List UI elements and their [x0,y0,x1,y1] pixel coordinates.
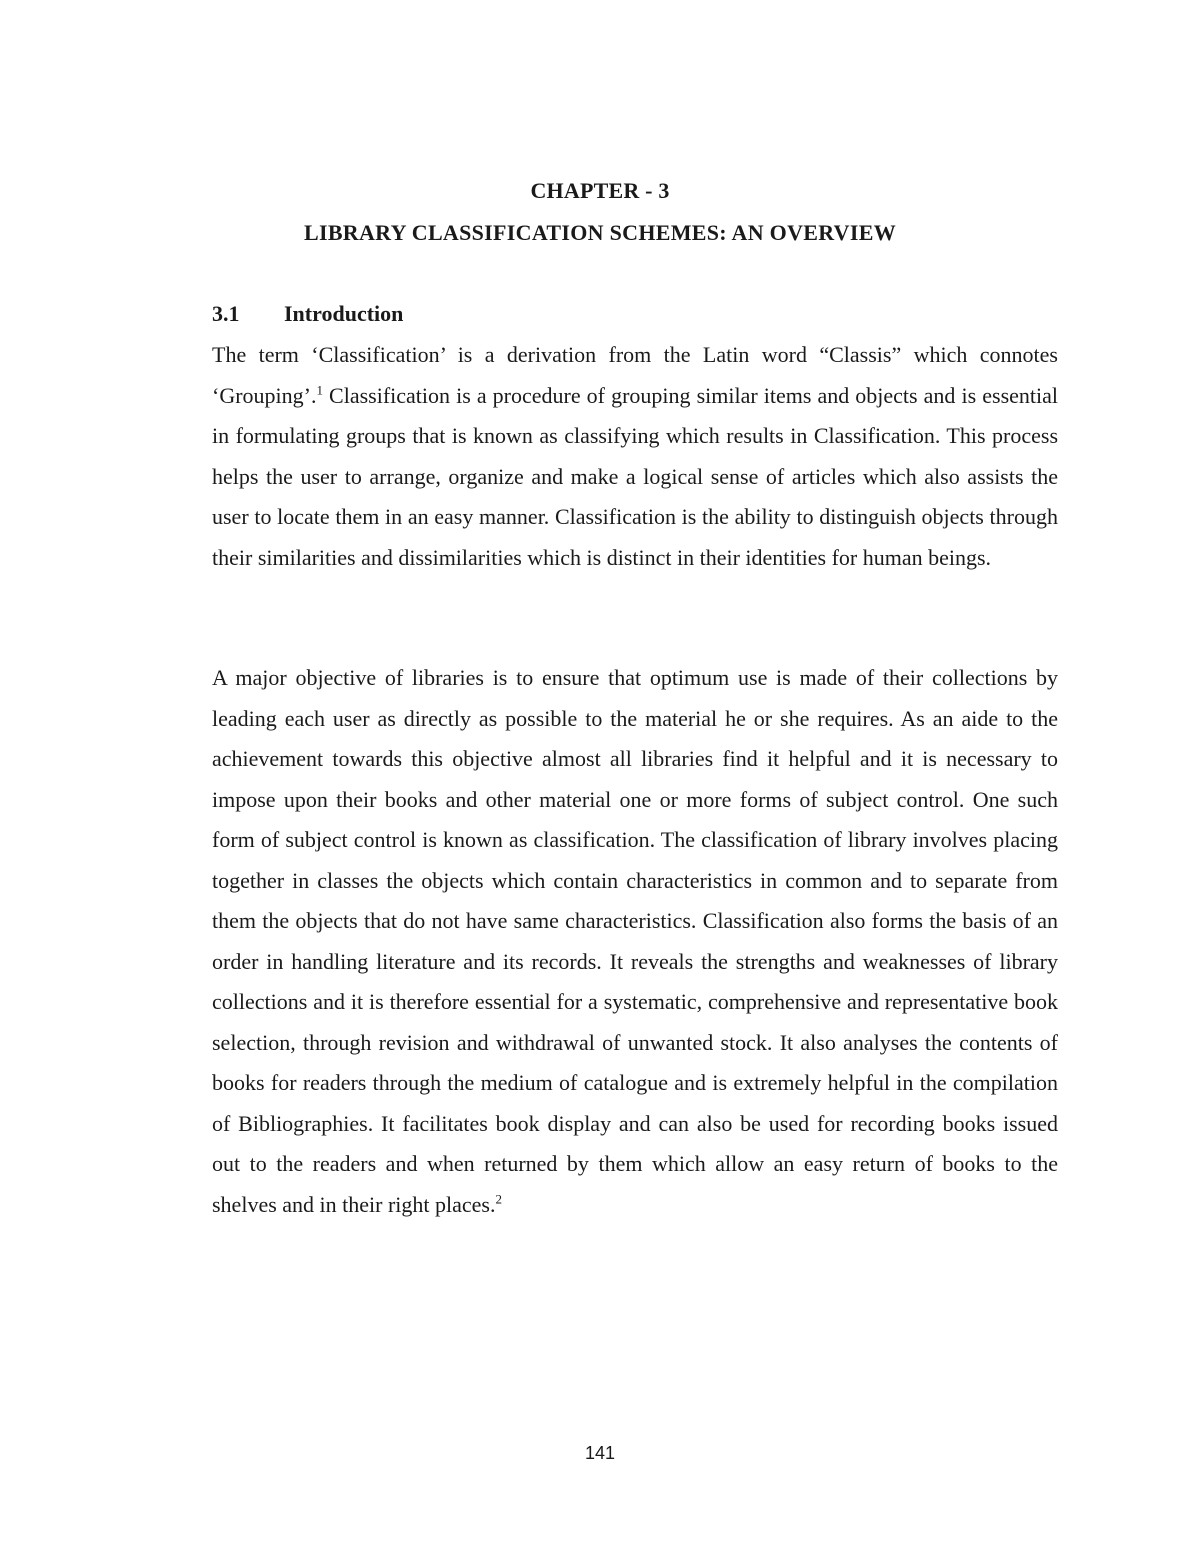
section-number: 3.1 [212,301,240,326]
paragraph-introduction [212,335,1058,578]
paragraph-text: The term ‘Classification’ is a derivation from the Latin word “Classis” which connotes ‘Grouping’. [212,342,1058,408]
page-number: 141 [584,1443,616,1463]
section-title: Introduction [284,301,404,326]
paragraph-objective [212,658,1058,1225]
section-heading [212,301,403,327]
chapter-label: CHAPTER - 3 [530,178,670,203]
paragraph-text: Classification is a procedure of grouping similar items and objects and is essential in formulating groups that is known as classifying which results in Classification. This process helps the user to arrange, organize and make a logical sense of articles which also assists the user to locate them in an easy manner. Classification is the ability to distinguish objects through their similarities and dissimilarities which is distinct in their identities for human beings. [212,382,1058,570]
footnote-marker[interactable]: 2 [495,1191,502,1207]
paragraph-text: A major objective of libraries is to ensure that optimum use is made of their collections by leading each user as directly as possible to the material he or she requires. As an aide to the achievement towards this objective almost all libraries find it helpful and it is necessary to impose upon their books and other material one or more forms of subject control. One such form of subject control is known as classification. The classification of library involves placing together in classes the objects which contain characteristics in common and to separate from them the objects that do not have same characteristics. Classification also forms the basis of an order in handling literature and its records. It reveals the strengths and weaknesses of library collections and it is therefore essential for a systematic, comprehensive and representative book selection, through revision and withdrawal of unwanted stock. It also analyses the contents of books for readers through the medium of catalogue and is extremely helpful in the compilation of Bibliographies. It facilitates book display and can also be used for recording books issued out to the readers and when returned by them which allow an easy return of books to the shelves and in their right places. [212,665,1058,1217]
chapter-title: LIBRARY CLASSIFICATION SCHEMES: AN OVERVIEW [303,220,896,245]
footnote-marker[interactable]: 1 [316,382,323,398]
